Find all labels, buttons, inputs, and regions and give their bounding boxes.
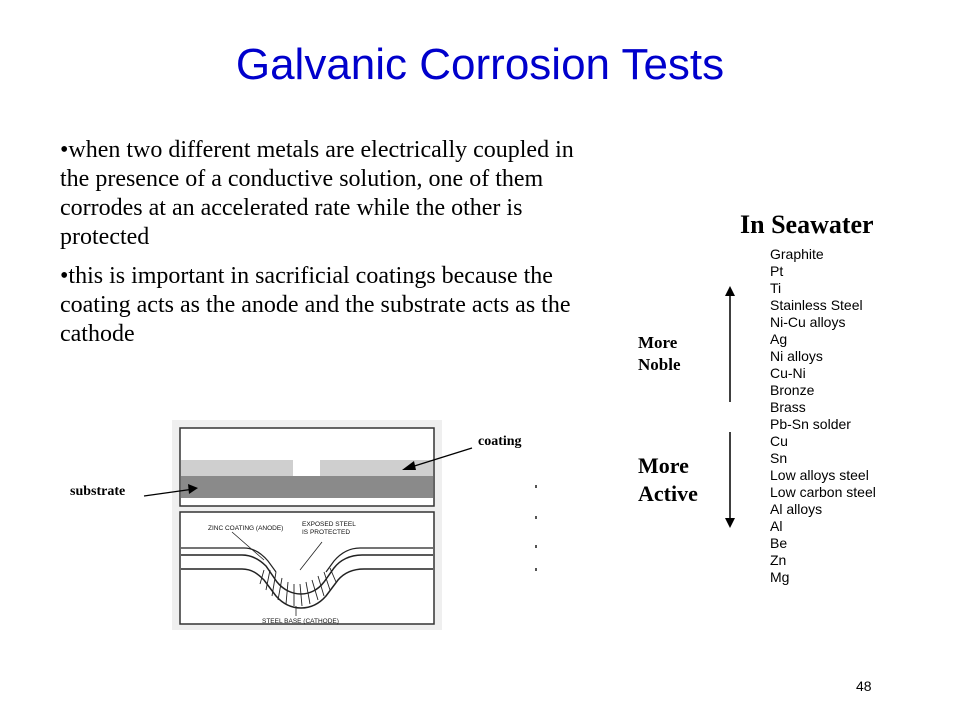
metal-item: Mg — [770, 569, 790, 585]
bullet-list — [60, 136, 580, 359]
substrate-layer — [181, 476, 433, 498]
metal-item: Sn — [770, 450, 788, 466]
metal-item: Low alloys steel — [770, 467, 869, 483]
metal-item: Ti — [770, 280, 782, 296]
down-arrow-icon — [722, 432, 738, 530]
metal-item: Pb-Sn solder — [770, 416, 851, 432]
metal-item: Stainless Steel — [770, 297, 863, 313]
series-title: In Seawater — [740, 210, 874, 239]
exposed-steel-label: EXPOSED STEEL — [302, 521, 356, 528]
bullet-item: •when two different metals are electrically coupled in the presence of a conductive solution, one of them corrodes at an accelerated rate while the other is protected — [60, 137, 574, 250]
slide-title: Galvanic Corrosion Tests — [235, 40, 725, 89]
metal-item: Al — [770, 518, 783, 534]
metal-item: Zn — [770, 552, 787, 568]
coating-diagram — [172, 420, 442, 630]
galvanic-series — [740, 210, 876, 586]
metal-item: Graphite — [770, 246, 824, 262]
zinc-coating-label: ZINC COATING (ANODE) — [208, 525, 284, 532]
more-active-label: More Active — [638, 453, 698, 506]
metal-item: Cu — [770, 433, 788, 449]
more-noble-label: More Noble — [638, 333, 681, 374]
up-arrow-icon — [722, 284, 738, 404]
page-number: 48 — [856, 678, 872, 694]
metal-item: Pt — [770, 263, 784, 279]
metal-item: Cu-Ni — [770, 365, 806, 381]
metal-item: Low carbon steel — [770, 484, 876, 500]
coating-label: coating — [478, 434, 522, 449]
steel-base-label: STEEL BASE (CATHODE) — [262, 618, 339, 625]
bullet-item: •this is important in sacrificial coatings because the coating acts as the anode and the substrate acts as the cathode — [60, 263, 571, 347]
metal-item: Ni alloys — [770, 348, 823, 364]
metal-item: Be — [770, 535, 788, 551]
coating-layer — [181, 460, 293, 476]
metal-item: Al alloys — [770, 501, 823, 517]
metal-item: Ag — [770, 331, 788, 347]
metal-item: Bronze — [770, 382, 815, 398]
metal-list — [770, 246, 876, 586]
coating-layer — [320, 460, 433, 476]
protected-label: IS PROTECTED — [302, 529, 351, 536]
metal-item: Ni-Cu alloys — [770, 314, 846, 330]
substrate-label: substrate — [70, 484, 126, 499]
metal-item: Brass — [770, 399, 806, 415]
